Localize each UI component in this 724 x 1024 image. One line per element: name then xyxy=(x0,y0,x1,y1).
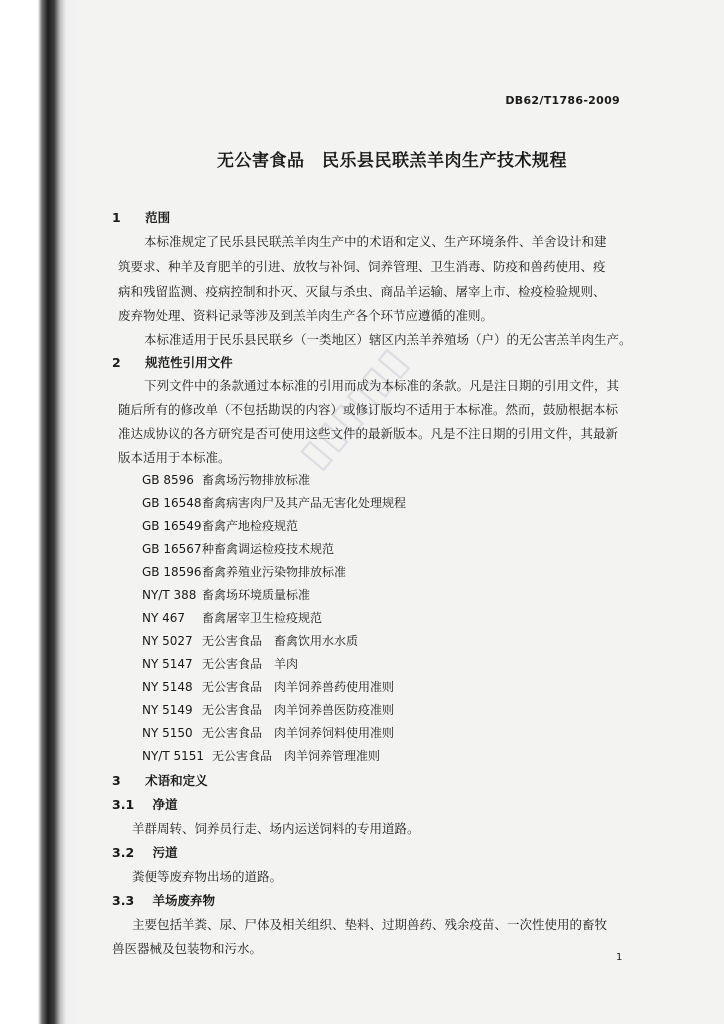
reference-item xyxy=(142,724,394,741)
reference-name: 畜禽病害肉尸及其产品无害化处理规程 xyxy=(202,496,407,510)
reference-code: NY 5149 xyxy=(142,703,193,717)
reference-name: 无公害食品 肉羊饲养兽药使用准则 xyxy=(202,680,395,694)
reference-item xyxy=(142,678,394,695)
paragraph-line: 随后所有的修改单（不包括勘误的内容）或修订版均不适用于本标准。然而，鼓励根据本标 xyxy=(118,402,619,417)
subsection-3-1-heading xyxy=(112,795,178,813)
paragraph-line: 本标准适用于民乐县民联乡（一类地区）辖区内羔羊养殖场（户）的无公害羔羊肉生产。 xyxy=(144,332,632,347)
reference-code: NY 467 xyxy=(142,611,186,625)
subsection-3-2-heading xyxy=(112,843,178,861)
subsection-title: 羊场废弃物 xyxy=(152,893,216,908)
page-number: 1 xyxy=(616,952,623,963)
reference-name: 无公害食品 肉羊饲养兽医防疫准则 xyxy=(202,703,395,717)
reference-code: NY 5150 xyxy=(142,726,193,740)
reference-item xyxy=(142,632,358,649)
section-2-number: 2 xyxy=(112,355,121,370)
paragraph-line: 病和残留监测、疫病控制和扑灭、灭鼠与杀虫、商品羊运输、屠宰上市、检疫检验规则、 xyxy=(118,284,606,299)
subsection-title: 净道 xyxy=(152,797,178,812)
section-1-heading xyxy=(112,208,170,226)
reference-code: GB 8596 xyxy=(142,473,194,487)
subsection-number: 3.2 xyxy=(112,845,135,860)
reference-code: GB 16549 xyxy=(142,519,202,533)
section-3-title: 术语和定义 xyxy=(145,773,208,788)
definition-text: 兽医器械及包装物和污水。 xyxy=(112,941,263,956)
subsection-number: 3.1 xyxy=(112,797,135,812)
reference-code: GB 16548 xyxy=(142,496,202,510)
reference-name: 无公害食品 羊肉 xyxy=(202,657,299,671)
paragraph-line: 下列文件中的条款通过本标准的引用而成为本标准的条款。凡是注日期的引用文件，其 xyxy=(144,378,620,393)
subsection-number: 3.3 xyxy=(112,893,135,908)
section-3-heading xyxy=(112,771,208,789)
definition-text: 主要包括羊粪、尿、尸体及相关组织、垫料、过期兽药、残余疫苗、一次性使用的畜牧 xyxy=(132,917,608,932)
reference-code: NY/T 388 xyxy=(142,588,197,602)
reference-item xyxy=(142,609,322,626)
paragraph-line: 筑要求、种羊及育肥羊的引进、放牧与补饲、饲养管理、卫生消毒、防疫和兽药使用、疫 xyxy=(118,259,606,274)
watermark: ▯▯▯▯▯▯ xyxy=(290,337,418,478)
reference-name: 无公害食品 畜禽饮用水水质 xyxy=(202,634,359,648)
reference-item xyxy=(142,563,346,580)
paragraph-line: 废弃物处理、资料记录等涉及到羔羊肉生产各个环节应遵循的准则。 xyxy=(118,308,494,323)
reference-name: 畜禽场污物排放标准 xyxy=(202,473,311,487)
reference-item xyxy=(142,517,298,534)
section-1-number: 1 xyxy=(112,210,121,225)
reference-code: NY 5148 xyxy=(142,680,193,694)
section-2-heading xyxy=(112,353,233,371)
section-1-title: 范围 xyxy=(145,210,171,225)
reference-code: NY 5027 xyxy=(142,634,193,648)
reference-item xyxy=(142,747,380,764)
reference-name: 无公害食品 肉羊饲养管理准则 xyxy=(212,749,381,763)
reference-item xyxy=(142,494,406,511)
reference-code: GB 18596 xyxy=(142,565,202,579)
standard-code: DB62/T1786-2009 xyxy=(505,94,620,107)
reference-name: 畜禽产地检疫规范 xyxy=(202,519,299,533)
reference-code: GB 16567 xyxy=(142,542,202,556)
document-title: 无公害食品 民乐县民联羔羊肉生产技术规程 xyxy=(217,151,567,171)
paragraph-line: 本标准规定了民乐县民联羔羊肉生产中的术语和定义、生产环境条件、羊舍设计和建 xyxy=(144,234,607,249)
paragraph-line: 准达成协议的各方研究是否可使用这些文件的最新版本。凡是不注日期的引用文件，其最新 xyxy=(118,426,619,441)
reference-name: 种畜禽调运检疫技术规范 xyxy=(202,542,335,556)
reference-name: 畜禽养殖业污染物排放标准 xyxy=(202,565,347,579)
reference-code: NY/T 5151 xyxy=(142,749,205,763)
paragraph-line: 版本适用于本标准。 xyxy=(118,450,231,465)
reference-item xyxy=(142,701,394,718)
reference-name: 无公害食品 肉羊饲养饲料使用准则 xyxy=(202,726,395,740)
section-2-title: 规范性引用文件 xyxy=(145,355,233,370)
reference-item xyxy=(142,540,334,557)
reference-name: 畜禽屠宰卫生检疫规范 xyxy=(202,611,323,625)
definition-text: 羊群周转、饲养员行走、场内运送饲料的专用道路。 xyxy=(132,821,420,836)
reference-item xyxy=(142,586,310,603)
definition-text: 粪便等废弃物出场的道路。 xyxy=(132,869,283,884)
reference-item xyxy=(142,655,298,672)
subsection-title: 污道 xyxy=(152,845,178,860)
section-3-number: 3 xyxy=(112,773,121,788)
reference-item xyxy=(142,471,310,488)
subsection-3-3-heading xyxy=(112,891,215,909)
reference-name: 畜禽场环境质量标准 xyxy=(202,588,311,602)
reference-code: NY 5147 xyxy=(142,657,193,671)
